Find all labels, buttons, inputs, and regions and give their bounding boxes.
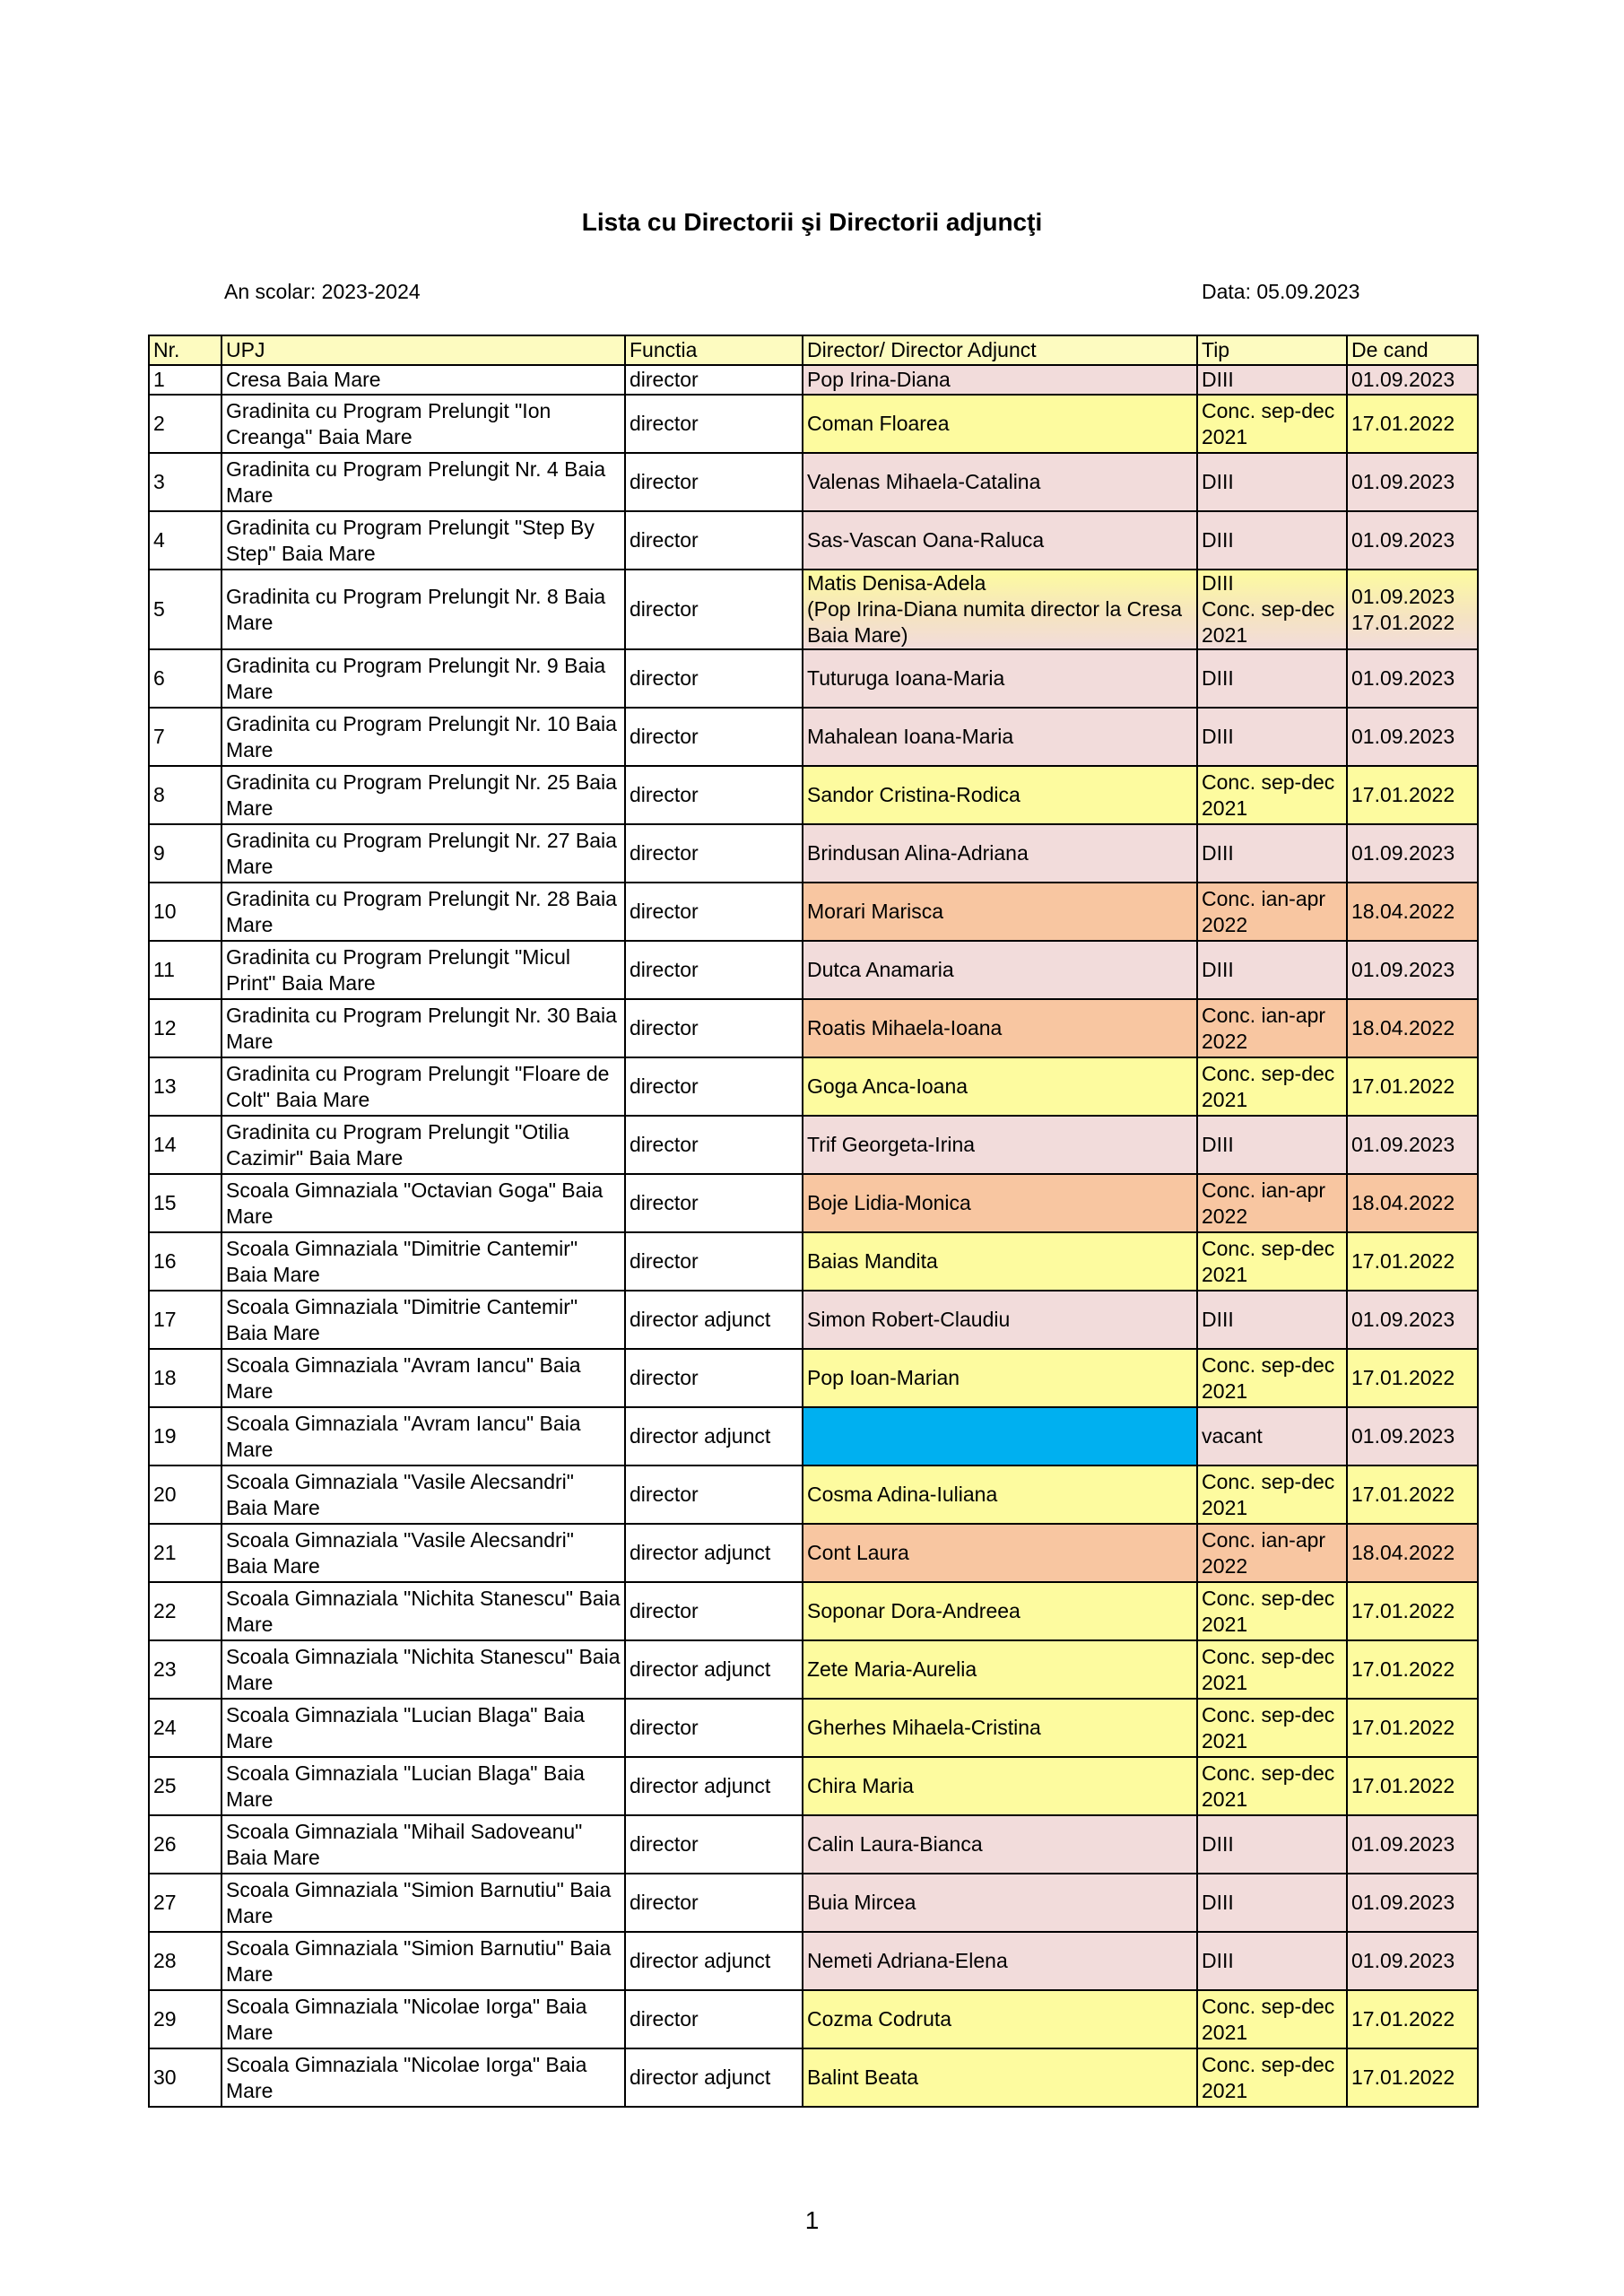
row-functia: director: [625, 570, 803, 649]
row-number: 26: [149, 1815, 221, 1874]
row-director: Roatis Mihaela-Ioana: [803, 999, 1197, 1057]
row-director: Balint Beata: [803, 2048, 1197, 2107]
row-upj: Scoala Gimnaziala "Nicolae Iorga" Baia Mare: [221, 2048, 625, 2107]
table-row: [149, 1465, 1478, 1524]
row-upj: Scoala Gimnaziala "Simion Barnutiu" Baia Mare: [221, 1874, 625, 1932]
row-tip: Conc. ian-apr 2022: [1197, 1524, 1347, 1582]
row-tip: Conc. ian-apr 2022: [1197, 1174, 1347, 1232]
row-de-cand: [1347, 570, 1478, 649]
row-upj: Scoala Gimnaziala "Nichita Stanescu" Baia Mare: [221, 1640, 625, 1699]
row-upj: Gradinita cu Program Prelungit "Otilia Cazimir" Baia Mare: [221, 1116, 625, 1174]
row-director: Cont Laura: [803, 1524, 1197, 1582]
row-director: [803, 1407, 1197, 1465]
row-tip: Conc. ian-apr 2022: [1197, 883, 1347, 941]
row-number: 29: [149, 1990, 221, 2048]
row-number: 24: [149, 1699, 221, 1757]
row-functia: director: [625, 395, 803, 453]
row-de-cand: 18.04.2022: [1347, 1524, 1478, 1582]
row-de-cand: 18.04.2022: [1347, 999, 1478, 1057]
row-de-cand: 01.09.2023: [1347, 453, 1478, 511]
row-director: Buia Mircea: [803, 1874, 1197, 1932]
row-functia: director: [625, 1815, 803, 1874]
table-header-row: [149, 335, 1478, 365]
row-functia: director: [625, 1057, 803, 1116]
table-row: [149, 1815, 1478, 1874]
table-row: [149, 1757, 1478, 1815]
row-tip: DIII: [1197, 941, 1347, 999]
table-row: [149, 1057, 1478, 1116]
tip-value-2: Conc. sep-dec 2021: [1202, 597, 1335, 647]
table-row: [149, 395, 1478, 453]
row-director: [803, 570, 1197, 649]
row-tip: Conc. sep-dec 2021: [1197, 1582, 1347, 1640]
row-de-cand: 18.04.2022: [1347, 1174, 1478, 1232]
row-tip: DIII: [1197, 649, 1347, 708]
row-number: 17: [149, 1291, 221, 1349]
row-number: 1: [149, 365, 221, 395]
table-row: [149, 649, 1478, 708]
row-director: Nemeti Adriana-Elena: [803, 1932, 1197, 1990]
row-tip: DIII: [1197, 1815, 1347, 1874]
row-number: 7: [149, 708, 221, 766]
table-row: [149, 766, 1478, 824]
header-upj: UPJ: [221, 335, 625, 365]
row-number: 9: [149, 824, 221, 883]
row-upj: Scoala Gimnaziala "Dimitrie Cantemir" Baia Mare: [221, 1232, 625, 1291]
row-director: Cozma Codruta: [803, 1990, 1197, 2048]
row-de-cand: 01.09.2023: [1347, 365, 1478, 395]
row-tip: DIII: [1197, 1932, 1347, 1990]
row-de-cand: 17.01.2022: [1347, 1057, 1478, 1116]
row-functia: director: [625, 365, 803, 395]
row-director: Coman Floarea: [803, 395, 1197, 453]
row-tip: Conc. sep-dec 2021: [1197, 2048, 1347, 2107]
table-row: [149, 1174, 1478, 1232]
row-number: 20: [149, 1465, 221, 1524]
row-upj: Scoala Gimnaziala "Vasile Alecsandri" Baia Mare: [221, 1524, 625, 1582]
table-row: [149, 1407, 1478, 1465]
row-upj: Gradinita cu Program Prelungit Nr. 30 Baia Mare: [221, 999, 625, 1057]
table-row: [149, 708, 1478, 766]
row-de-cand: 01.09.2023: [1347, 1291, 1478, 1349]
row-tip: Conc. sep-dec 2021: [1197, 1640, 1347, 1699]
table-row: [149, 883, 1478, 941]
table-row: [149, 1932, 1478, 1990]
row-tip: Conc. sep-dec 2021: [1197, 1232, 1347, 1291]
row-number: 14: [149, 1116, 221, 1174]
row-functia: director: [625, 1582, 803, 1640]
row-functia: director: [625, 1116, 803, 1174]
row-director: Sandor Cristina-Rodica: [803, 766, 1197, 824]
row-number: 11: [149, 941, 221, 999]
document-date: Data: 05.09.2023: [1202, 280, 1360, 303]
row-functia: director: [625, 511, 803, 570]
table-row: [149, 1232, 1478, 1291]
row-de-cand: 01.09.2023: [1347, 649, 1478, 708]
row-functia: director: [625, 941, 803, 999]
table-row: [149, 1699, 1478, 1757]
row-functia: director adjunct: [625, 1524, 803, 1582]
row-functia: director: [625, 1990, 803, 2048]
row-director: Calin Laura-Bianca: [803, 1815, 1197, 1874]
row-director: Zete Maria-Aurelia: [803, 1640, 1197, 1699]
row-de-cand: 17.01.2022: [1347, 1232, 1478, 1291]
row-upj: Scoala Gimnaziala "Nicolae Iorga" Baia Mare: [221, 1990, 625, 2048]
row-director: Pop Irina-Diana: [803, 365, 1197, 395]
row-director: Dutca Anamaria: [803, 941, 1197, 999]
row-functia: director: [625, 1874, 803, 1932]
row-functia: director: [625, 453, 803, 511]
row-upj: Cresa Baia Mare: [221, 365, 625, 395]
row-tip: [1197, 570, 1347, 649]
table-row: [149, 1582, 1478, 1640]
row-director: Trif Georgeta-Irina: [803, 1116, 1197, 1174]
row-tip: Conc. sep-dec 2021: [1197, 1699, 1347, 1757]
table-row: [149, 824, 1478, 883]
row-number: 10: [149, 883, 221, 941]
row-functia: director: [625, 766, 803, 824]
row-director: Brindusan Alina-Adriana: [803, 824, 1197, 883]
row-upj: Scoala Gimnaziala "Mihail Sadoveanu" Baia Mare: [221, 1815, 625, 1874]
row-number: 19: [149, 1407, 221, 1465]
row-number: 15: [149, 1174, 221, 1232]
row-functia: director: [625, 1349, 803, 1407]
school-year: An scolar: 2023-2024: [224, 280, 421, 303]
row-functia: director: [625, 708, 803, 766]
row-director: Pop Ioan-Marian: [803, 1349, 1197, 1407]
header-de-cand: De cand: [1347, 335, 1478, 365]
row-upj: Scoala Gimnaziala "Lucian Blaga" Baia Mare: [221, 1757, 625, 1815]
table-row: [149, 2048, 1478, 2107]
row-number: 4: [149, 511, 221, 570]
row-number: 28: [149, 1932, 221, 1990]
table-row: [149, 511, 1478, 570]
row-upj: Scoala Gimnaziala "Avram Iancu" Baia Mare: [221, 1349, 625, 1407]
row-functia: director: [625, 1174, 803, 1232]
row-de-cand: 17.01.2022: [1347, 395, 1478, 453]
row-upj: Gradinita cu Program Prelungit Nr. 25 Baia Mare: [221, 766, 625, 824]
row-de-cand: 01.09.2023: [1347, 1815, 1478, 1874]
row-number: 12: [149, 999, 221, 1057]
row-functia: director adjunct: [625, 1640, 803, 1699]
row-number: 13: [149, 1057, 221, 1116]
row-tip: DIII: [1197, 1116, 1347, 1174]
row-de-cand: 17.01.2022: [1347, 1699, 1478, 1757]
row-functia: director adjunct: [625, 2048, 803, 2107]
row-de-cand: 17.01.2022: [1347, 2048, 1478, 2107]
since-value-2: 17.01.2022: [1351, 610, 1455, 634]
tip-value: DIII: [1202, 571, 1234, 595]
row-functia: director: [625, 999, 803, 1057]
row-de-cand: 17.01.2022: [1347, 1349, 1478, 1407]
row-tip: DIII: [1197, 453, 1347, 511]
row-tip: Conc. sep-dec 2021: [1197, 1465, 1347, 1524]
table-row: [149, 941, 1478, 999]
row-tip: DIII: [1197, 708, 1347, 766]
row-director: Morari Marisca: [803, 883, 1197, 941]
row-functia: director: [625, 1465, 803, 1524]
row-director: Tuturuga Ioana-Maria: [803, 649, 1197, 708]
row-tip: vacant: [1197, 1407, 1347, 1465]
row-director: Gherhes Mihaela-Cristina: [803, 1699, 1197, 1757]
row-de-cand: 17.01.2022: [1347, 1990, 1478, 2048]
row-functia: director: [625, 1232, 803, 1291]
row-number: 2: [149, 395, 221, 453]
table-row: [149, 999, 1478, 1057]
director-note: (Pop Irina-Diana numita director la Cresa Baia Mare): [807, 597, 1183, 647]
row-number: 22: [149, 1582, 221, 1640]
row-upj: Gradinita cu Program Prelungit Nr. 9 Baia Mare: [221, 649, 625, 708]
row-functia: director: [625, 883, 803, 941]
row-tip: DIII: [1197, 511, 1347, 570]
row-upj: Gradinita cu Program Prelungit Nr. 28 Baia Mare: [221, 883, 625, 941]
row-functia: director adjunct: [625, 1291, 803, 1349]
row-tip: Conc. sep-dec 2021: [1197, 1057, 1347, 1116]
row-de-cand: 17.01.2022: [1347, 1757, 1478, 1815]
row-de-cand: 17.01.2022: [1347, 1582, 1478, 1640]
row-tip: DIII: [1197, 1291, 1347, 1349]
row-functia: director: [625, 824, 803, 883]
row-number: 21: [149, 1524, 221, 1582]
row-upj: Scoala Gimnaziala "Avram Iancu" Baia Mare: [221, 1407, 625, 1465]
row-upj: Gradinita cu Program Prelungit Nr. 10 Baia Mare: [221, 708, 625, 766]
row-director: Sas-Vascan Oana-Raluca: [803, 511, 1197, 570]
row-tip: Conc. sep-dec 2021: [1197, 1349, 1347, 1407]
row-de-cand: 01.09.2023: [1347, 511, 1478, 570]
row-de-cand: 01.09.2023: [1347, 708, 1478, 766]
row-number: 27: [149, 1874, 221, 1932]
row-tip: DIII: [1197, 365, 1347, 395]
row-upj: Scoala Gimnaziala "Vasile Alecsandri" Baia Mare: [221, 1465, 625, 1524]
row-tip: DIII: [1197, 1874, 1347, 1932]
row-upj: Gradinita cu Program Prelungit "Ion Creanga" Baia Mare: [221, 395, 625, 453]
header-functia: Functia: [625, 335, 803, 365]
row-de-cand: 17.01.2022: [1347, 1640, 1478, 1699]
row-upj: Gradinita cu Program Prelungit "Micul Print" Baia Mare: [221, 941, 625, 999]
row-number: 3: [149, 453, 221, 511]
row-tip: Conc. sep-dec 2021: [1197, 766, 1347, 824]
row-director: Baias Mandita: [803, 1232, 1197, 1291]
row-number: 8: [149, 766, 221, 824]
row-de-cand: 01.09.2023: [1347, 1407, 1478, 1465]
director-name: Matis Denisa-Adela: [807, 571, 986, 595]
row-upj: Gradinita cu Program Prelungit Nr. 8 Baia Mare: [221, 570, 625, 649]
row-tip: Conc. sep-dec 2021: [1197, 1757, 1347, 1815]
row-number: 18: [149, 1349, 221, 1407]
row-de-cand: 01.09.2023: [1347, 1874, 1478, 1932]
table-row: [149, 453, 1478, 511]
directors-table: [148, 335, 1479, 2108]
table-row: [149, 1116, 1478, 1174]
row-number: 25: [149, 1757, 221, 1815]
row-number: 5: [149, 570, 221, 649]
row-director: Mahalean Ioana-Maria: [803, 708, 1197, 766]
row-de-cand: 17.01.2022: [1347, 766, 1478, 824]
header-nr: Nr.: [149, 335, 221, 365]
row-upj: Scoala Gimnaziala "Nichita Stanescu" Baia Mare: [221, 1582, 625, 1640]
row-de-cand: 01.09.2023: [1347, 941, 1478, 999]
header-tip: Tip: [1197, 335, 1347, 365]
row-de-cand: 18.04.2022: [1347, 883, 1478, 941]
row-upj: Gradinita cu Program Prelungit "Step By Step" Baia Mare: [221, 511, 625, 570]
row-upj: Gradinita cu Program Prelungit Nr. 4 Baia Mare: [221, 453, 625, 511]
row-director: Cosma Adina-Iuliana: [803, 1465, 1197, 1524]
row-number: 16: [149, 1232, 221, 1291]
row-director: Chira Maria: [803, 1757, 1197, 1815]
row-functia: director: [625, 1699, 803, 1757]
row-functia: director adjunct: [625, 1932, 803, 1990]
row-number: 6: [149, 649, 221, 708]
row-director: Valenas Mihaela-Catalina: [803, 453, 1197, 511]
row-de-cand: 01.09.2023: [1347, 1116, 1478, 1174]
table-row: [149, 1640, 1478, 1699]
table-row: [149, 570, 1478, 649]
table-row: [149, 1990, 1478, 2048]
row-upj: Scoala Gimnaziala "Simion Barnutiu" Baia Mare: [221, 1932, 625, 1990]
row-functia: director adjunct: [625, 1407, 803, 1465]
row-functia: director adjunct: [625, 1757, 803, 1815]
row-functia: director: [625, 649, 803, 708]
row-upj: Scoala Gimnaziala "Dimitrie Cantemir" Baia Mare: [221, 1291, 625, 1349]
row-upj: Scoala Gimnaziala "Lucian Blaga" Baia Mare: [221, 1699, 625, 1757]
page-title: Lista cu Directorii şi Directorii adjuncţi: [581, 208, 1043, 236]
row-de-cand: 01.09.2023: [1347, 824, 1478, 883]
row-tip: Conc. ian-apr 2022: [1197, 999, 1347, 1057]
row-de-cand: 01.09.2023: [1347, 1932, 1478, 1990]
row-de-cand: 17.01.2022: [1347, 1465, 1478, 1524]
table-row: [149, 1349, 1478, 1407]
row-tip: Conc. sep-dec 2021: [1197, 395, 1347, 453]
header-director: Director/ Director Adjunct: [803, 335, 1197, 365]
row-number: 23: [149, 1640, 221, 1699]
row-tip: DIII: [1197, 824, 1347, 883]
row-upj: Gradinita cu Program Prelungit "Floare de Colt" Baia Mare: [221, 1057, 625, 1116]
table-row: [149, 1874, 1478, 1932]
since-value: 01.09.2023: [1351, 584, 1455, 608]
table-row: [149, 1291, 1478, 1349]
row-director: Boje Lidia-Monica: [803, 1174, 1197, 1232]
row-upj: Gradinita cu Program Prelungit Nr. 27 Baia Mare: [221, 824, 625, 883]
table-row: [149, 1524, 1478, 1582]
page-number: 1: [804, 2206, 820, 2234]
row-director: Goga Anca-Ioana: [803, 1057, 1197, 1116]
row-tip: Conc. sep-dec 2021: [1197, 1990, 1347, 2048]
row-director: Soponar Dora-Andreea: [803, 1582, 1197, 1640]
row-director: Simon Robert-Claudiu: [803, 1291, 1197, 1349]
table-row: [149, 365, 1478, 395]
row-number: 30: [149, 2048, 221, 2107]
row-upj: Scoala Gimnaziala "Octavian Goga" Baia Mare: [221, 1174, 625, 1232]
